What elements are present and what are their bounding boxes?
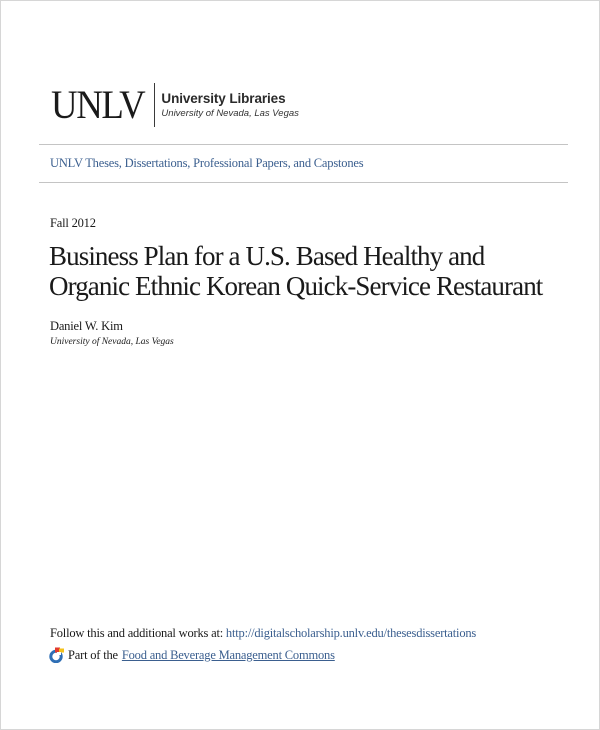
collection-link[interactable]: UNLV Theses, Dissertations, Professional Papers, and Capstones [50,156,364,170]
network-commons-icon [49,647,65,663]
collection-rule-top [39,144,568,145]
publication-date: Fall 2012 [50,216,96,230]
document-title: Business Plan for a U.S. Based Healthy and Organic Ethnic Korean Quick-Service Restaurant [49,241,543,301]
logo-wordmark: UNLV [51,82,145,127]
follow-url-link[interactable]: http://digitalscholarship.unlv.edu/thesesdissertations [225,626,477,640]
logo-divider [154,83,155,127]
collection-rule-bottom [39,182,568,183]
unlv-libraries-logo [51,83,299,127]
author-name: Daniel W. Kim [50,319,123,333]
author-affiliation: University of Nevada, Las Vegas [50,337,174,347]
commons-link[interactable]: Food and Beverage Management Commons [121,647,335,662]
follow-prefix: Follow this and additional works at: [50,626,226,640]
follow-works-line [50,626,476,641]
logo-subtitle: University of Nevada, Las Vegas [161,107,299,119]
part-of-line [49,647,335,663]
logo-title: University Libraries [161,90,286,106]
logo-text [161,91,298,120]
partof-prefix: Part of the [68,647,118,662]
